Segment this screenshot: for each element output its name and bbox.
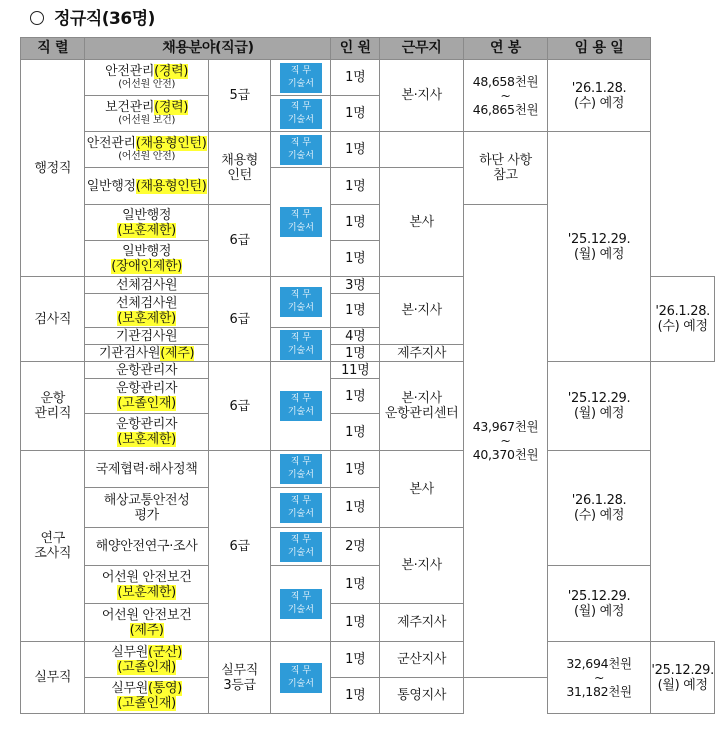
count-cell: 1명 [331, 379, 380, 414]
table-row [21, 451, 715, 488]
field-cell: 어선원 안전보건 (제주) [85, 604, 208, 642]
job-description-button[interactable]: 직 무 기술서 [280, 287, 322, 317]
table-row [21, 566, 715, 604]
count-cell: 1명 [331, 451, 380, 488]
location-cell: 본·지사 [379, 60, 463, 132]
field-cell: 일반행정 (장애인제한) [85, 241, 208, 277]
header-job-series: 직 렬 [21, 38, 85, 60]
count-cell: 1명 [331, 566, 380, 604]
group-admin: 행정직 [21, 60, 85, 277]
job-desc-cell [271, 132, 331, 168]
salary-cell: 48,658천원 ~ 46,865천원 [464, 60, 548, 132]
header-location: 근무지 [379, 38, 463, 60]
job-desc-cell [271, 362, 331, 451]
count-cell: 1명 [331, 96, 380, 132]
field-cell: 운항관리자 (보훈제한) [85, 414, 208, 451]
field-cell: 실무원(통영) (고졸인재) [85, 678, 208, 714]
location-cell: 군산지사 [379, 642, 463, 678]
field-cell: 안전관리(경력) (어선원 안전) [85, 60, 208, 96]
location-cell: 본사 [379, 168, 463, 277]
job-description-button[interactable]: 직 무 기술서 [280, 663, 322, 693]
field-cell: 기관검사원(제주) [85, 345, 208, 362]
count-cell: 1명 [331, 604, 380, 642]
table-row [21, 362, 715, 379]
job-desc-cell [271, 528, 331, 566]
field-cell: 실무원(군산) (고졸인재) [85, 642, 208, 678]
date-cell: '25.12.29. (월) 예정 [651, 642, 715, 714]
location-cell: 통영지사 [379, 678, 463, 714]
location-cell [379, 132, 463, 168]
field-cell: 안전관리(채용형인턴) (어선원 안전) [85, 132, 208, 168]
field-cell: 선체검사원 [85, 277, 208, 294]
count-cell: 11명 [331, 362, 380, 379]
date-cell: '26.1.28. (수) 예정 [547, 60, 651, 132]
job-desc-cell [271, 277, 331, 328]
job-desc-cell [271, 328, 331, 362]
count-cell: 1명 [331, 168, 380, 205]
table-row [21, 642, 715, 678]
grade-cell: 5급 [208, 60, 271, 132]
header-start-date: 임 용 일 [547, 38, 651, 60]
group-practical: 실무직 [21, 642, 85, 714]
job-desc-cell [271, 642, 331, 714]
grade-cell: 채용형 인턴 [208, 132, 271, 205]
field-cell: 운항관리자 (고졸인재) [85, 379, 208, 414]
location-cell: 본·지사 [379, 277, 463, 345]
count-cell: 2명 [331, 528, 380, 566]
job-description-button[interactable]: 직 무 기술서 [280, 330, 322, 360]
page-title-text: 정규직(36명) [54, 9, 155, 29]
field-cell: 일반행정 (보훈제한) [85, 205, 208, 241]
date-cell: '25.12.29. (월) 예정 [547, 132, 651, 362]
location-cell: 본사 [379, 451, 463, 528]
job-description-button[interactable]: 직 무 기술서 [280, 135, 322, 165]
job-desc-cell [271, 60, 331, 96]
grade-cell: 6급 [208, 277, 271, 362]
grade-cell: 6급 [208, 205, 271, 277]
location-cell: 본·지사 [379, 528, 463, 604]
count-cell: 1명 [331, 488, 380, 528]
salary-note-cell: 하단 사항 참고 [464, 132, 548, 205]
date-cell: '25.12.29. (월) 예정 [547, 566, 651, 642]
count-cell: 1명 [331, 642, 380, 678]
job-desc-cell [271, 566, 331, 642]
header-salary: 연 봉 [464, 38, 548, 60]
header-field: 채용분야(직급) [85, 38, 331, 60]
grade-cell: 6급 [208, 451, 271, 642]
job-description-button[interactable]: 직 무 기술서 [280, 391, 322, 421]
salary-cell: 43,967천원 ~ 40,370천원 [464, 205, 548, 678]
grade-cell: 실무직 3등급 [208, 642, 271, 714]
count-cell: 1명 [331, 205, 380, 241]
job-desc-cell [271, 451, 331, 488]
group-operate: 운항 관리직 [21, 362, 85, 451]
page-title [30, 4, 155, 29]
grade-cell: 6급 [208, 362, 271, 451]
table-row [21, 132, 715, 168]
field-cell: 기관검사원 [85, 328, 208, 345]
field-cell: 어선원 안전보건 (보훈제한) [85, 566, 208, 604]
date-cell: '26.1.28. (수) 예정 [651, 277, 715, 362]
count-cell: 1명 [331, 414, 380, 451]
field-cell: 보건관리(경력) (어선원 보건) [85, 96, 208, 132]
field-cell: 해상교통안전성 평가 [85, 488, 208, 528]
salary-cell: 32,694천원 ~ 31,182천원 [547, 642, 651, 714]
count-cell: 1명 [331, 241, 380, 277]
field-cell: 일반행정(채용형인턴) [85, 168, 208, 205]
header-row [21, 38, 715, 60]
job-description-button[interactable]: 직 무 기술서 [280, 454, 322, 484]
count-cell: 1명 [331, 132, 380, 168]
job-description-button[interactable]: 직 무 기술서 [280, 207, 322, 237]
job-desc-cell [271, 96, 331, 132]
circle-bullet-icon [30, 11, 44, 25]
count-cell: 4명 [331, 328, 380, 345]
job-description-button[interactable]: 직 무 기술서 [280, 493, 322, 523]
job-description-button[interactable]: 직 무 기술서 [280, 589, 322, 619]
group-inspect: 검사직 [21, 277, 85, 362]
job-desc-cell [271, 488, 331, 528]
field-cell: 운항관리자 [85, 362, 208, 379]
table-row [21, 60, 715, 96]
job-description-button[interactable]: 직 무 기술서 [280, 532, 322, 562]
recruitment-table [20, 37, 715, 714]
job-description-button[interactable]: 직 무 기술서 [280, 99, 322, 129]
job-desc-cell [271, 168, 331, 277]
count-cell: 1명 [331, 60, 380, 96]
date-cell: '26.1.28. (수) 예정 [547, 451, 651, 566]
count-cell: 1명 [331, 294, 380, 328]
count-cell: 1명 [331, 345, 380, 362]
field-cell: 선체검사원 (보훈제한) [85, 294, 208, 328]
job-description-button[interactable]: 직 무 기술서 [280, 63, 322, 93]
field-cell: 해양안전연구·조사 [85, 528, 208, 566]
location-cell: 제주지사 [379, 604, 463, 642]
count-cell: 1명 [331, 678, 380, 714]
location-cell: 제주지사 [379, 345, 463, 362]
location-cell: 본·지사 운항관리센터 [379, 362, 463, 451]
date-cell: '25.12.29. (월) 예정 [547, 362, 651, 451]
count-cell: 3명 [331, 277, 380, 294]
header-count: 인 원 [331, 38, 380, 60]
field-cell: 국제협력·해사정책 [85, 451, 208, 488]
group-research: 연구 조사직 [21, 451, 85, 642]
